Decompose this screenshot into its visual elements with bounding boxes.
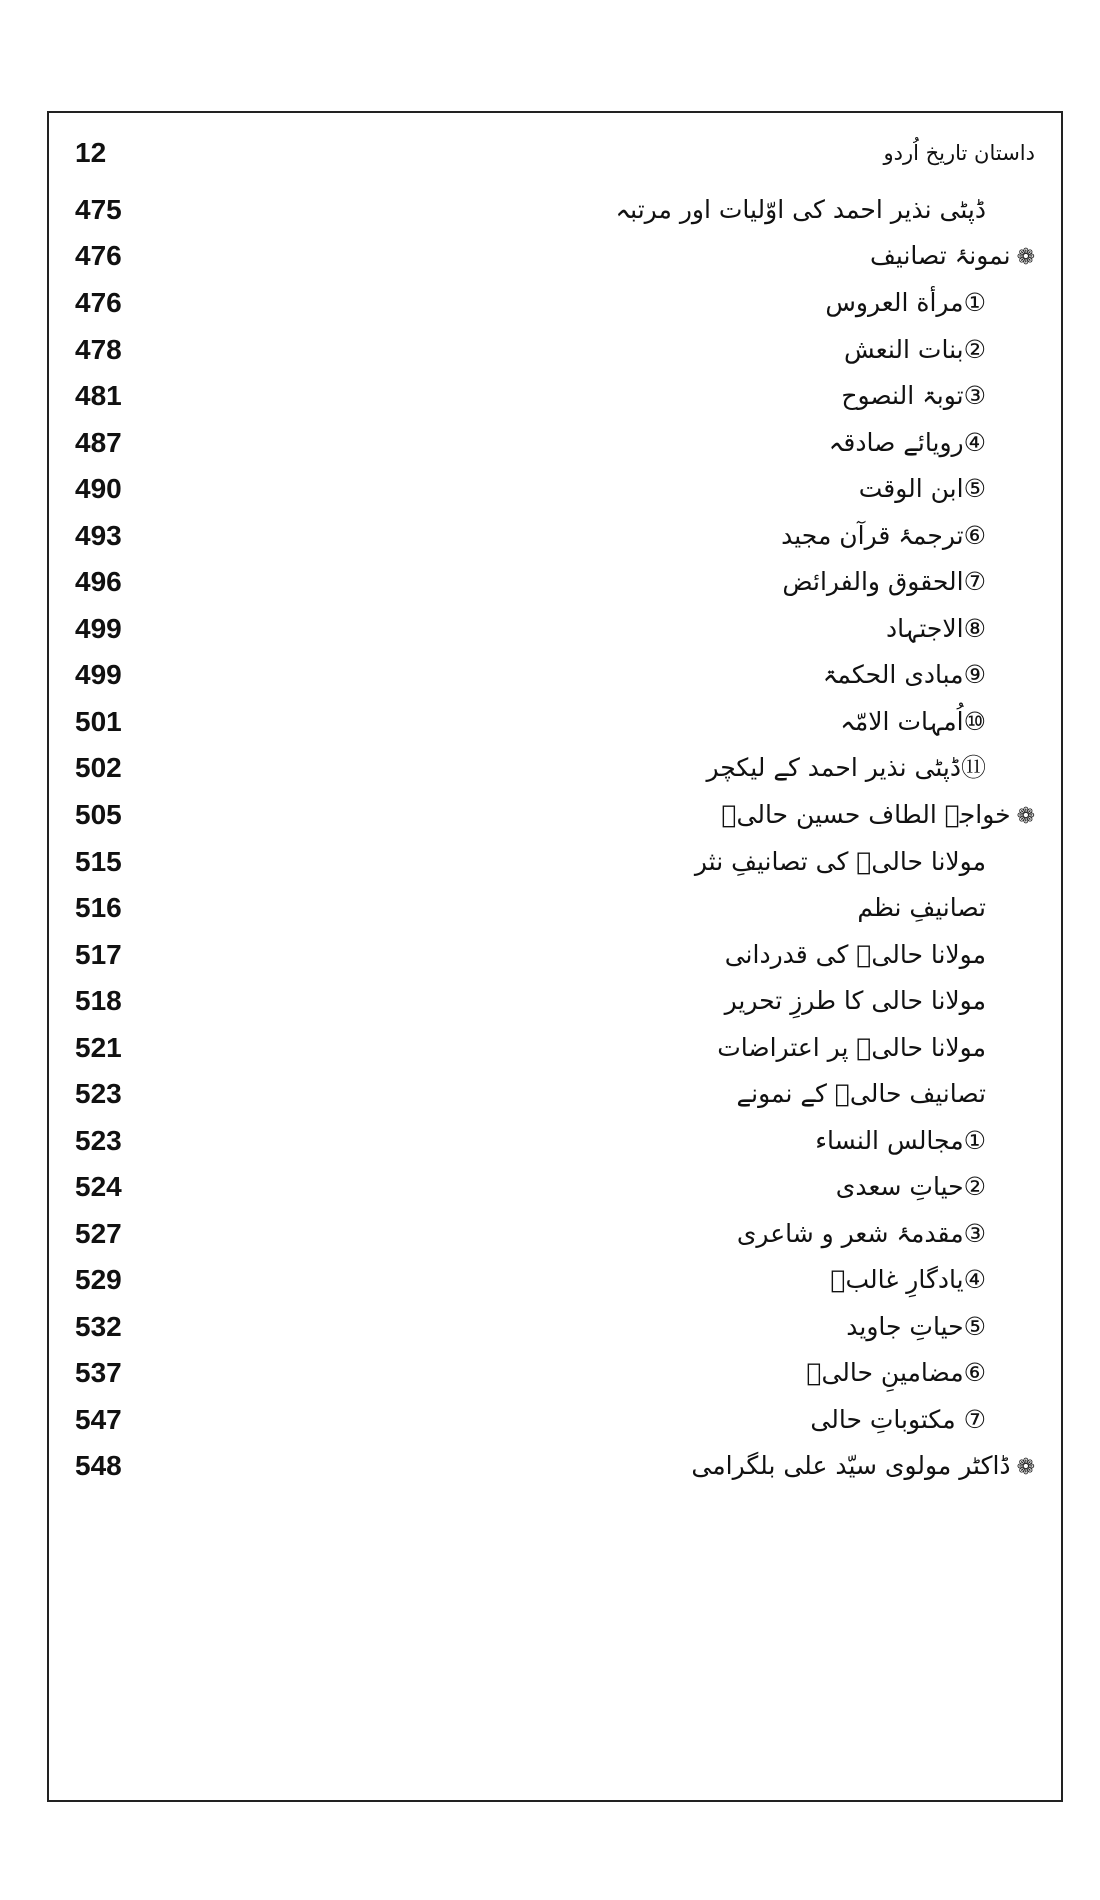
toc-entry	[49, 931, 1061, 979]
toc-page-number: 537	[75, 1357, 122, 1388]
toc-page-number: 527	[75, 1218, 122, 1249]
toc-entry-title: ②بنات النعش	[843, 335, 986, 364]
toc-entry-title: ④یادگارِ غالبؔ	[830, 1265, 986, 1294]
toc-entry	[49, 372, 1061, 420]
toc-entry	[49, 326, 1061, 374]
toc-page-number: 476	[75, 240, 122, 271]
toc-entry-title: ②حیاتِ سعدی	[835, 1172, 986, 1201]
toc-page-number: 475	[75, 194, 122, 225]
toc-section-heading	[49, 791, 1061, 839]
toc-entry-title: ①مجالس النساء	[815, 1126, 986, 1155]
page-frame	[47, 111, 1063, 1802]
toc-page-number: 478	[75, 334, 122, 365]
toc-entry-title: مولانا حالیؔ پر اعتراضات	[717, 1033, 986, 1062]
flower-ornament-icon: ❁	[1016, 1455, 1035, 1480]
toc-entry	[49, 279, 1061, 327]
running-header	[49, 129, 1061, 177]
toc-page-number: 499	[75, 613, 122, 644]
toc-page-number: 501	[75, 706, 122, 737]
toc-page-number: 481	[75, 380, 122, 411]
toc-entry	[49, 651, 1061, 699]
toc-page-number: 487	[75, 427, 122, 458]
toc-page-number: 517	[75, 939, 122, 970]
toc-entry	[49, 744, 1061, 792]
toc-page-number: 547	[75, 1404, 122, 1435]
toc-entry-title: ③مقدمۂ شعر و شاعری	[736, 1219, 986, 1248]
toc-entry	[49, 1349, 1061, 1397]
flower-ornament-icon: ❁	[1016, 804, 1035, 829]
toc-entry	[49, 977, 1061, 1025]
toc-entry-title: ❁ڈاکٹر مولوی سیّد علی بلگرامی	[691, 1442, 1035, 1490]
toc-entry	[49, 1024, 1061, 1072]
toc-entry-title: تصانیفِ نظم	[857, 893, 986, 922]
toc-page-number: 523	[75, 1078, 122, 1109]
toc-entry	[49, 605, 1061, 653]
toc-section-heading	[49, 1442, 1061, 1490]
toc-page-number: 502	[75, 752, 122, 783]
toc-page-number: 532	[75, 1311, 122, 1342]
toc-entry-title: تصانیف حالیؔ کے نمونے	[736, 1079, 986, 1108]
toc-page-number: 524	[75, 1171, 122, 1202]
toc-entry-title: ⑦الحقوق والفرائض	[782, 567, 986, 596]
toc-entry	[49, 1303, 1061, 1351]
toc-entry	[49, 512, 1061, 560]
toc-entry-title: ⑨مبادی الحکمۃ	[822, 660, 986, 689]
toc-entry	[49, 884, 1061, 932]
toc-page-number: 529	[75, 1264, 122, 1295]
toc-entry	[49, 1396, 1061, 1444]
toc-entry-title: ④رویائے صادقہ	[828, 428, 986, 457]
toc-entry	[49, 1117, 1061, 1165]
toc-entry	[49, 419, 1061, 467]
toc-page-number: 515	[75, 846, 122, 877]
toc-page-number: 476	[75, 287, 122, 318]
toc-entry-title: ⑧الاجتہاد	[885, 614, 986, 643]
toc-entry-title: ①مرأة العروس	[825, 288, 986, 317]
toc-entry-title: ⑥ترجمۂ قرآن مجید	[781, 521, 986, 550]
toc-page-number: 518	[75, 985, 122, 1016]
toc-page-number: 499	[75, 659, 122, 690]
toc-entry-title: مولانا حالیؔ کی قدردانی	[724, 940, 986, 969]
toc-entry-title: ⑪ڈپٹی نذیر احمد کے لیکچر	[706, 753, 986, 782]
toc-entry-title: مولانا حالیؔ کی تصانیفِ نثر	[694, 847, 986, 876]
toc-entry-title: مولانا حالی کا طرزِ تحریر	[724, 986, 986, 1015]
flower-ornament-icon: ❁	[1016, 245, 1035, 270]
toc-entry	[49, 1163, 1061, 1211]
toc-entry-title: ⑤حیاتِ جاوید	[846, 1312, 986, 1341]
toc-entry	[49, 1070, 1061, 1118]
toc-page-number: 493	[75, 520, 122, 551]
toc-page-number: 523	[75, 1125, 122, 1156]
toc-entry-title: ⑤ابن الوقت	[858, 474, 986, 503]
running-title: داستان تاریخ اُردو	[883, 141, 1035, 165]
toc-entry	[49, 558, 1061, 606]
toc-entry	[49, 1256, 1061, 1304]
toc-section-heading	[49, 232, 1061, 280]
toc-entry	[49, 698, 1061, 746]
toc-entry-title: ❁خواجہ الطاف حسین حالیؔ	[721, 791, 1035, 839]
toc-entry	[49, 838, 1061, 886]
toc-page-number: 516	[75, 892, 122, 923]
toc-page-number: 505	[75, 799, 122, 830]
toc-page-number: 548	[75, 1450, 122, 1481]
toc-entry-title: ❁نمونۂ تصانیف	[870, 232, 1035, 280]
page-number: 12	[75, 137, 107, 168]
toc-entry	[49, 1210, 1061, 1258]
toc-entry-title: ڈپٹی نذیر احمد کی اوّلیات اور مرتبہ	[615, 195, 986, 224]
toc-page-number: 521	[75, 1032, 122, 1063]
toc-entry-title: ⑥مضامینِ حالیؔ	[806, 1358, 986, 1387]
toc-entry	[49, 186, 1061, 234]
toc-entry-title: ⑩اُمہات الامّہ	[840, 707, 986, 736]
toc-page-number: 496	[75, 566, 122, 597]
toc-entry	[49, 465, 1061, 513]
toc-page-number: 490	[75, 473, 122, 504]
toc-entry-title: ⑦ مکتوباتِ حالی	[810, 1405, 986, 1434]
toc-entry-title: ③توبۃ النصوح	[841, 381, 986, 410]
